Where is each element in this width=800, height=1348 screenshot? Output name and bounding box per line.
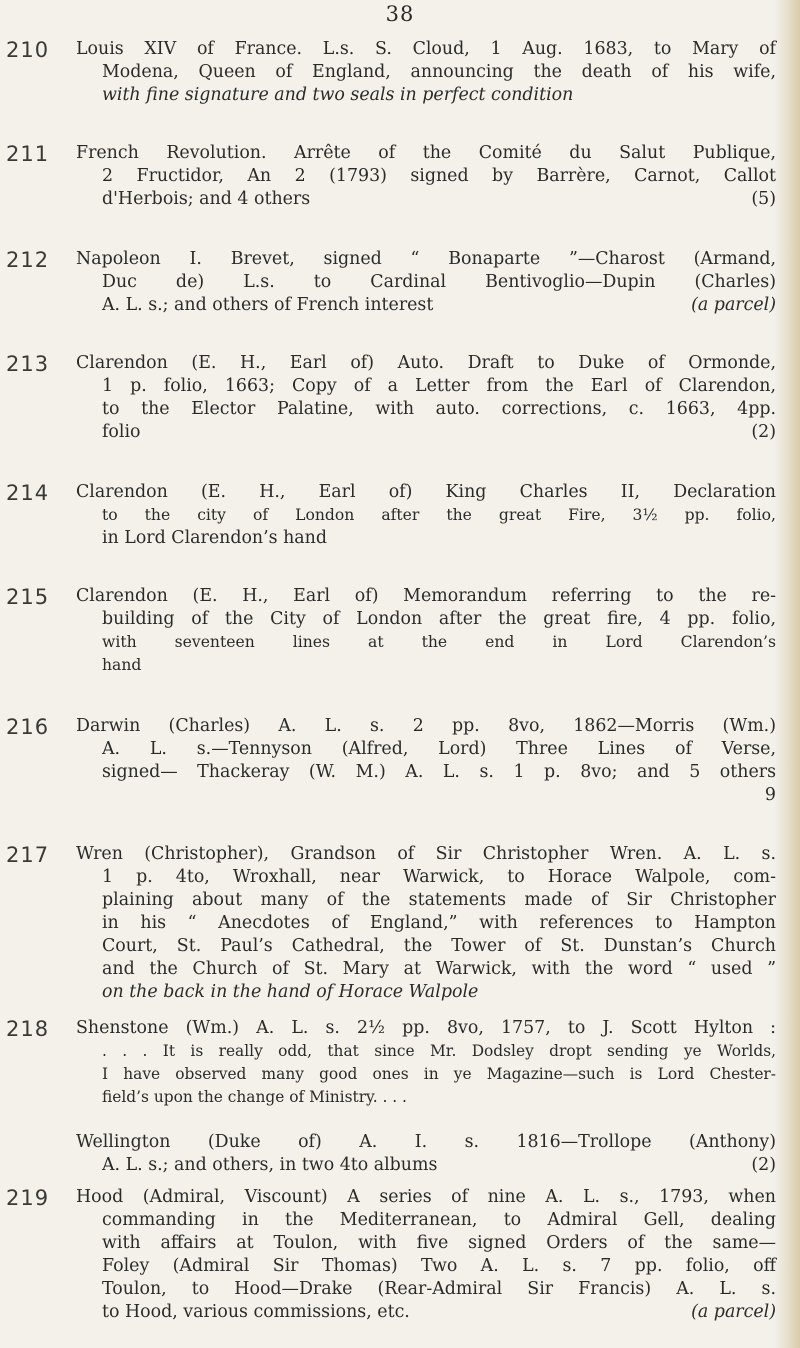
lot-number: 213 xyxy=(6,352,50,376)
lot-line: to Hood, various commissions, etc. xyxy=(102,1302,410,1322)
lot-subentry-quantity: (2) xyxy=(751,1155,776,1175)
lot-line: on the back in the hand of Horace Walpole xyxy=(102,982,479,1002)
lot-line: with fine signature and two seals in perfect condition xyxy=(102,85,574,105)
lot-line: Louis XIV of France. L.s. S. Cloud, 1 Aug. 1683, to Mary of xyxy=(76,39,776,59)
lot-214 xyxy=(0,481,780,550)
page-number: 38 xyxy=(385,2,415,26)
lot-number: 218 xyxy=(6,1017,50,1041)
lot-line: Duc de) L.s. to Cardinal Bentivoglio—Dupin (Charles) xyxy=(102,272,776,292)
lot-description xyxy=(76,38,776,107)
lot-line: hand xyxy=(102,656,142,674)
lot-line: Toulon, to Hood—Drake (Rear-Admiral Sir Francis) A. L. s. xyxy=(102,1279,776,1299)
lot-213 xyxy=(0,352,780,444)
lot-subentry-line: A. L. s.; and others, in two 4to albums xyxy=(102,1155,438,1175)
lot-quantity: (5) xyxy=(751,189,776,209)
lot-line: plaining about many of the statements made of Sir Christopher xyxy=(102,890,776,910)
lot-line: 2 Fructidor, An 2 (1793) signed by Barrère, Carnot, Callot xyxy=(102,166,776,186)
lot-line: Court, St. Paul’s Cathedral, the Tower of St. Dunstan’s Church xyxy=(102,936,776,956)
lot-number: 219 xyxy=(6,1186,50,1210)
lot-line: Wren (Christopher), Grandson of Sir Christopher Wren. A. L. s. xyxy=(76,844,776,864)
lot-number: 217 xyxy=(6,843,50,867)
lot-description xyxy=(76,481,776,550)
lot-description xyxy=(76,843,776,1004)
lot-218 xyxy=(0,1017,780,1177)
lot-description xyxy=(76,1017,776,1177)
lot-216 xyxy=(0,715,780,807)
lot-line: Clarendon (E. H., Earl of) Memorandum referring to the re- xyxy=(76,586,776,606)
lot-line: in Lord Clarendon’s hand xyxy=(102,528,328,548)
lot-line: Darwin (Charles) A. L. s. 2 pp. 8vo, 1862—Morris (Wm.) xyxy=(76,716,776,736)
lot-210 xyxy=(0,38,780,107)
lot-line: Shenstone (Wm.) A. L. s. 2½ pp. 8vo, 1757, to J. Scott Hylton : xyxy=(76,1018,776,1038)
lot-quantity: (2) xyxy=(751,422,776,442)
lot-line: and the Church of St. Mary at Warwick, with the word “ used ” xyxy=(102,959,776,979)
lot-description xyxy=(76,142,776,211)
lot-number: 216 xyxy=(6,715,50,739)
lot-line: signed— Thackeray (W. M.) A. L. s. 1 p. 8vo; and 5 others xyxy=(102,762,776,782)
lot-line: A. L. s.—Tennyson (Alfred, Lord) Three Lines of Verse, xyxy=(102,739,776,759)
lot-description xyxy=(76,248,776,317)
lot-line: with seventeen lines at the end in Lord Clarendon’s xyxy=(102,633,776,651)
lot-line: 1 p. folio, 1663; Copy of a Letter from the Earl of Clarendon, xyxy=(102,376,776,396)
lot-line: with affairs at Toulon, with five signed Orders of the same— xyxy=(102,1233,776,1253)
lot-line: A. L. s.; and others of French interest xyxy=(102,295,434,315)
lot-line: in his “ Anecdotes of England,” with references to Hampton xyxy=(102,913,776,933)
lot-number: 211 xyxy=(6,142,50,166)
lot-215 xyxy=(0,585,780,677)
lot-line: Clarendon (E. H., Earl of) King Charles II, Declaration xyxy=(76,482,776,502)
lot-line: Napoleon I. Brevet, signed “ Bonaparte ”—Charost (Armand, xyxy=(76,249,776,269)
lot-description xyxy=(76,715,776,807)
lot-line: commanding in the Mediterranean, to Admiral Gell, dealing xyxy=(102,1210,776,1230)
lot-number: 215 xyxy=(6,585,50,609)
lot-line: d'Herbois; and 4 others xyxy=(102,189,311,209)
lot-line: 1 p. 4to, Wroxhall, near Warwick, to Horace Walpole, com- xyxy=(102,867,776,887)
lot-line: folio xyxy=(102,422,141,442)
lot-quantity: 9 xyxy=(764,785,776,805)
lot-line: building of the City of London after the great fire, 4 pp. folio, xyxy=(102,609,776,629)
lot-line: to the Elector Palatine, with auto. corrections, c. 1663, 4pp. xyxy=(102,399,776,419)
lot-line: Modena, Queen of England, announcing the death of his wife, xyxy=(102,62,776,82)
lot-line: field’s upon the change of Ministry. . . . xyxy=(102,1088,407,1106)
lot-219 xyxy=(0,1186,780,1324)
lot-line: . . . It is really odd, that since Mr. Dodsley dropt sending ye Worlds, xyxy=(102,1042,776,1060)
lot-number: 210 xyxy=(6,38,50,62)
lot-description xyxy=(76,352,776,444)
lot-line: to the city of London after the great Fire, 3½ pp. folio, xyxy=(102,506,776,524)
lot-line: Hood (Admiral, Viscount) A series of nine A. L. s., 1793, when xyxy=(76,1187,776,1207)
lot-217 xyxy=(0,843,780,1004)
lot-quantity: (a parcel) xyxy=(691,1302,776,1322)
lot-number: 214 xyxy=(6,481,50,505)
lot-211 xyxy=(0,142,780,211)
lot-description xyxy=(76,585,776,677)
lot-quantity: (a parcel) xyxy=(691,295,776,315)
lot-description xyxy=(76,1186,776,1324)
lot-subentry-line: Wellington (Duke of) A. I. s. 1816—Trollope (Anthony) xyxy=(76,1132,776,1152)
lot-line: I have observed many good ones in ye Magazine—such is Lord Chester- xyxy=(102,1065,776,1083)
lot-line: Foley (Admiral Sir Thomas) Two A. L. s. 7 pp. folio, off xyxy=(102,1256,776,1276)
lot-line: Clarendon (E. H., Earl of) Auto. Draft to Duke of Ormonde, xyxy=(76,353,776,373)
lot-line: French Revolution. Arrête of the Comité du Salut Publique, xyxy=(76,143,776,163)
lot-number: 212 xyxy=(6,248,50,272)
lot-212 xyxy=(0,248,780,317)
